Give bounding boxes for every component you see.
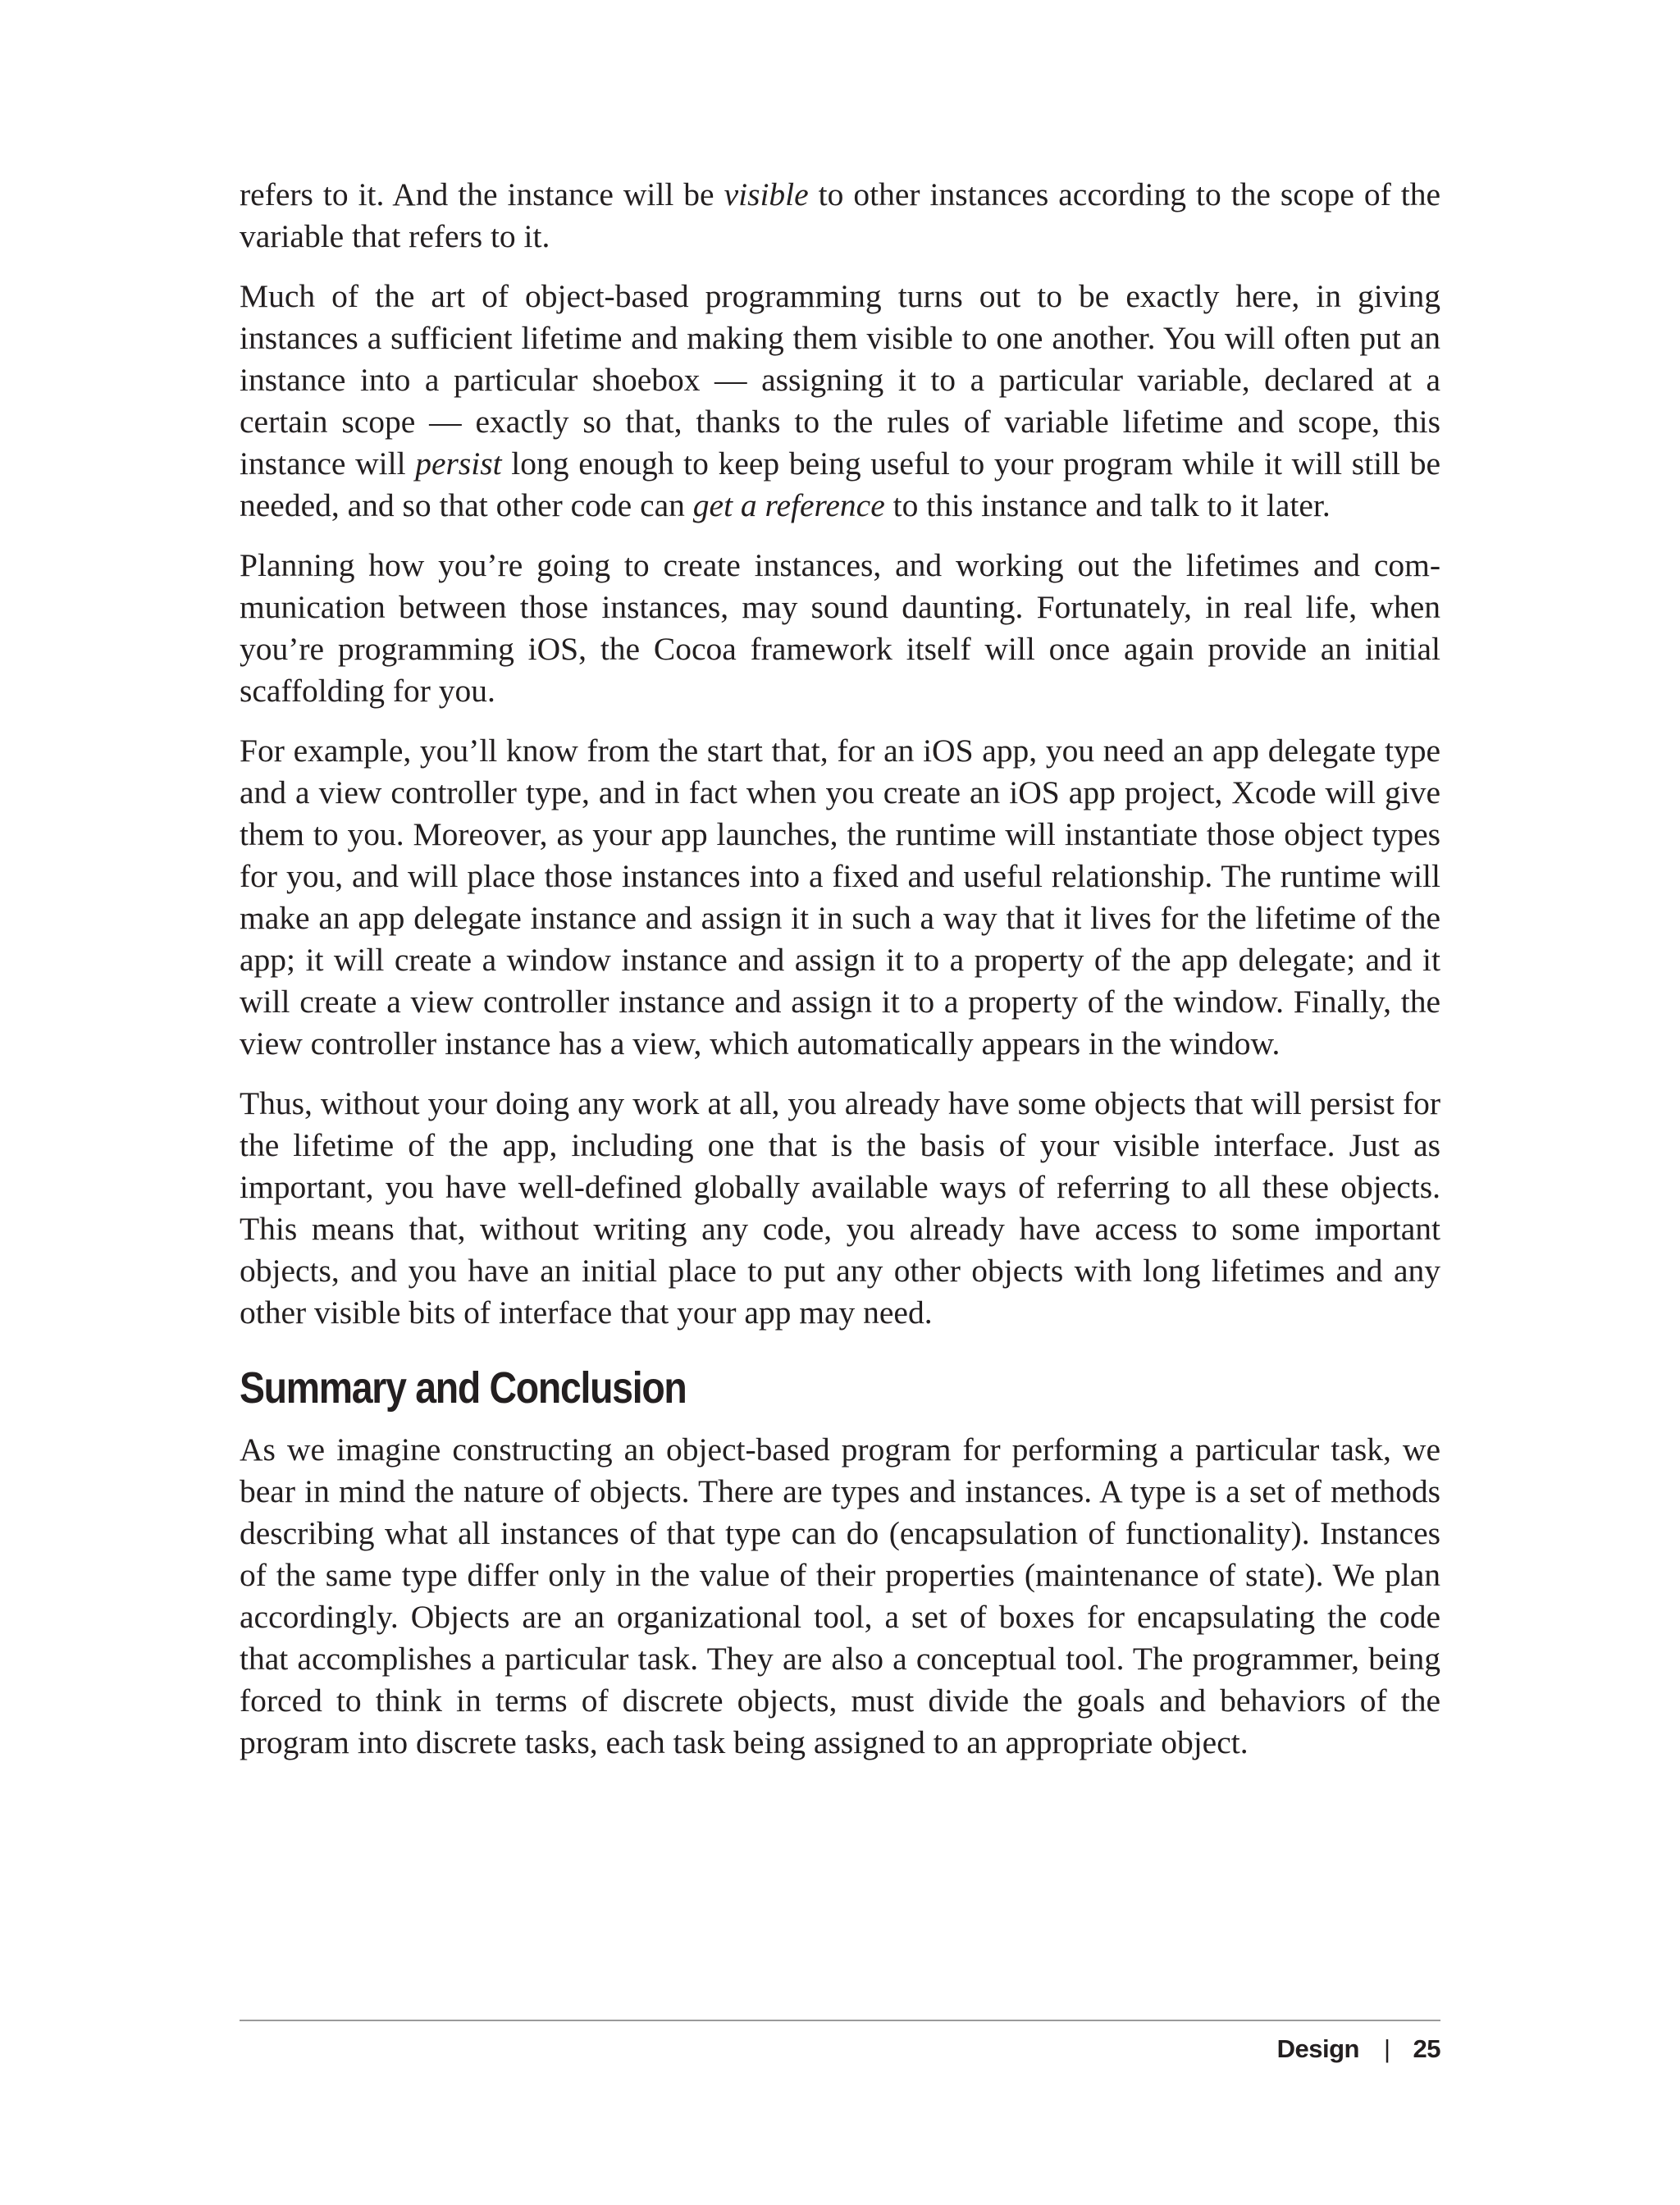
footer-divider xyxy=(240,2020,1440,2021)
paragraph-text: to other instances according to the scope of the variable that refers to it. xyxy=(240,176,1440,254)
page-body xyxy=(240,174,1440,1782)
page-number: 25 xyxy=(1413,2034,1440,2063)
paragraph-text: Thus, without your doing any work at all, you already have some objects that will persist for the lifetime of the app, including one that is the basis of your visible interface. Just as important, you have well-defined globally available ways of referring to all these objects. This means that, without writing any code, you already have access to some important objects, and you have an initial place to put any other objects with long lifetimes and any other visible bits of interface that your app may need. xyxy=(240,1085,1440,1331)
body-paragraph xyxy=(240,545,1440,712)
paragraph-text: to this instance and talk to it later. xyxy=(884,487,1331,523)
page-footer xyxy=(1277,2031,1440,2067)
footer-separator: | xyxy=(1383,2034,1390,2063)
paragraph-text: refers to it. And the instance will be xyxy=(240,176,724,212)
emphasis-text: visible xyxy=(724,176,809,212)
body-paragraphs xyxy=(240,174,1440,1334)
paragraph-text: Planning how you’re going to create instances, and working out the lifetimes and communication between those instances, may sound daunting. Fortunately, in real life, when you’re programming iOS, the Cocoa framework itself will once again provide an initial scaffolding for you. xyxy=(240,547,1440,709)
paragraph-text: Much of the art of object-based programming turns out to be exactly here, in giving instances a sufficient lifetime and making them visible to one another. You will often put an instance into a particular shoebox — assigning it to a particular variable, declared at a certain scope — exactly so that, thanks to the rules of variable lifetime and scope, this instance will xyxy=(240,278,1440,482)
body-paragraph xyxy=(240,1083,1440,1334)
running-footer-chapter: Design xyxy=(1276,2034,1359,2063)
body-paragraph xyxy=(240,730,1440,1065)
emphasis-text: get a reference xyxy=(692,487,885,523)
section-heading: Summary and Conclusion xyxy=(240,1363,687,1413)
body-paragraph xyxy=(240,276,1440,527)
emphasis-text: persist xyxy=(415,445,502,482)
body-paragraph xyxy=(240,174,1440,258)
section-paragraph: As we imagine constructing an object-based program for performing a particular task, we bear in mind the nature of objects. There are types and instances. A type is a set of methods describing what all instances of that type can do (encapsulation of functionality). Instances of the same type differ only in the value of their properties (maintenance of state). We plan accordingly. Objects are an organizational tool, a set of boxes for encapsulating the code that accomplishes a particular task. They are also a conceptual tool. The programmer, being forced to think in terms of discrete objects, must divide the goals and behaviors of the program into discrete tasks, each task being assigned to an appropriate object. xyxy=(240,1431,1440,1760)
paragraph-text: long enough to keep being useful to your program while it will still be needed, and so that other code can xyxy=(240,445,1440,523)
paragraph-text: For example, you’ll know from the start that, for an iOS app, you need an app delegate type and a view controller type, and in fact when you create an iOS app project, Xcode will give them to you. Moreover, as your app launches, the runtime will instantiate those object types for you, and will place those instances into a fixed and useful relationship. The runtime will make an app delegate instance and assign it in such a way that it lives for the lifetime of the app; it will create a window instance and assign it to a property of the app delegate; and it will create a view controller instance and assign it to a property of the window. Finally, the view controller instance has a view, which automatically appears in the window. xyxy=(240,733,1440,1061)
